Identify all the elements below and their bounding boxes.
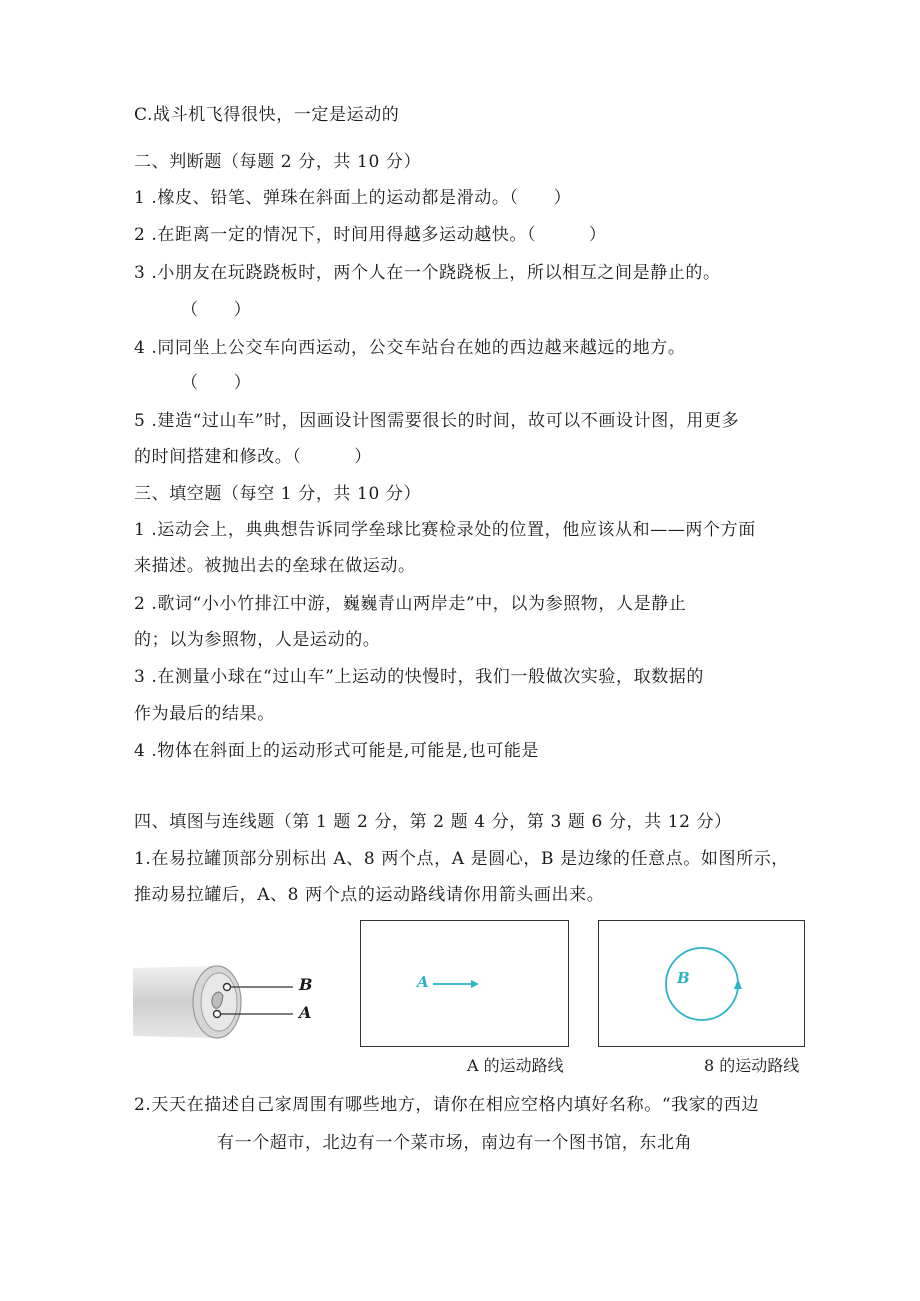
judge-q2: 2 .在距离一定的情况下，时间用得越多运动越快。（ ） xyxy=(134,225,607,245)
fill-q2: 2 .歌词“小小竹排江中游，巍巍青山两岸走”中，以为参照物，人是静止 xyxy=(134,594,687,614)
path-box-b xyxy=(598,920,805,1047)
circular-arrow-icon xyxy=(657,941,747,1027)
judge-q5: 5 .建造“过山车”时，因画设计图需要很长的时间，故可以不画设计图，用更多 xyxy=(134,411,740,431)
arrow-right-icon xyxy=(433,976,481,992)
draw-q1-cont: 推动易拉罐后，A、8 两个点的运动路线请你用箭头画出来。 xyxy=(134,885,605,905)
draw-q1: 1.在易拉罐顶部分别标出 A、8 两个点，A 是圆心，B 是边缘的任意点。如图所示， xyxy=(134,849,789,869)
judge-q5-cont: 的时间搭建和修改。（ ） xyxy=(134,447,372,467)
section-3-heading: 三、填空题（每空 1 分，共 10 分） xyxy=(134,484,422,504)
section-4-heading: 四、填图与连线题（第 1 题 2 分，第 2 题 4 分，第 3 题 6 分，共 12 分） xyxy=(134,812,732,832)
judge-q1: 1 .橡皮、铅笔、弹珠在斜面上的运动都是滑动。（ ） xyxy=(134,188,572,208)
fill-q4: 4 .物体在斜面上的运动形式可能是,可能是,也可能是 xyxy=(134,741,540,761)
fill-q3: 3 .在测量小球在“过山车”上运动的快慢时，我们一般做次实验，取数据的 xyxy=(134,667,705,687)
draw-q2: 2.天天在描述自己家周围有哪些地方，请你在相应空格内填好名称。“我家的西边 xyxy=(134,1095,760,1115)
fill-q1-cont: 来描述。被抛出去的垒球在做运动。 xyxy=(134,556,416,576)
judge-q4-answer: （ ） xyxy=(181,373,252,393)
fill-q1: 1 .运动会上，典典想告诉同学垒球比赛检录处的位置，他应该从和——两个方面 xyxy=(134,520,756,540)
caption-a-path: A 的运动路线 xyxy=(467,1056,564,1075)
fill-q3-cont: 作为最后的结果。 xyxy=(134,704,275,724)
fill-q2-cont: 的；以为参照物，人是运动的。 xyxy=(134,630,381,650)
draw-q2-cont: 有一个超市，北边有一个菜市场，南边有一个图书馆，东北角 xyxy=(217,1133,693,1153)
judge-q3-answer: （ ） xyxy=(181,300,252,320)
can-label-b: B xyxy=(299,975,313,994)
can-illustration xyxy=(133,956,333,1046)
box-a-label: A xyxy=(417,973,429,991)
judge-q4: 4 .同同坐上公交车向西运动，公交车站台在她的西边越来越远的地方。 xyxy=(134,338,686,358)
judge-q3: 3 .小朋友在玩跷跷板时，两个人在一个跷跷板上，所以相互之间是静止的。 xyxy=(134,263,721,283)
box-b-label: B xyxy=(677,969,690,987)
path-box-a xyxy=(360,920,569,1047)
can-label-a: A xyxy=(299,1003,312,1022)
section-2-heading: 二、判断题（每题 2 分，共 10 分） xyxy=(134,152,422,172)
option-c: C.战斗机飞得很快，一定是运动的 xyxy=(134,105,400,125)
caption-b-path: 8 的运动路线 xyxy=(704,1056,800,1075)
